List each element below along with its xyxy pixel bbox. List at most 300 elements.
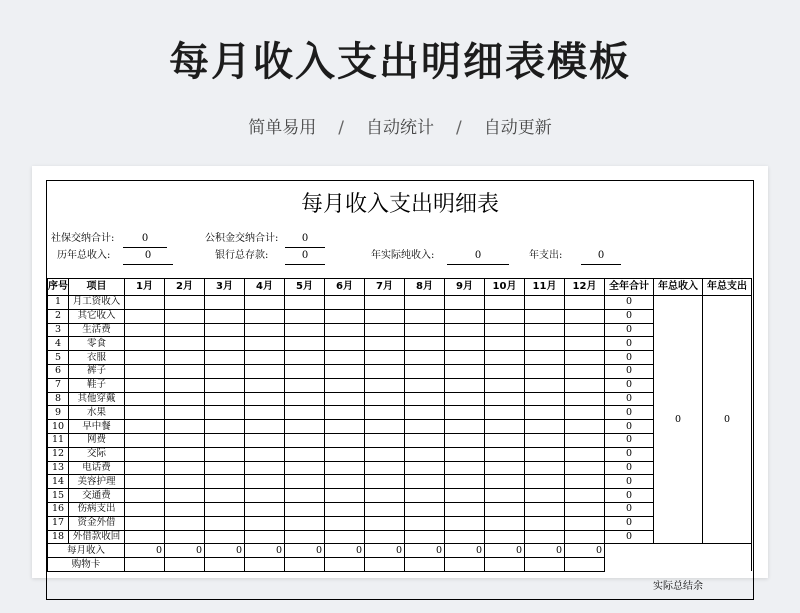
month-cell[interactable] xyxy=(525,309,565,323)
month-cell[interactable] xyxy=(445,337,485,351)
month-cell[interactable] xyxy=(445,502,485,516)
month-cell[interactable] xyxy=(125,364,165,378)
row-item: 其他穿戴 xyxy=(69,392,125,406)
month-cell[interactable] xyxy=(365,502,405,516)
month-cell[interactable] xyxy=(365,364,405,378)
row-annual-total: 0 xyxy=(605,406,654,420)
month-cell[interactable] xyxy=(525,406,565,420)
row-annual-total: 0 xyxy=(605,475,654,489)
month-cell[interactable] xyxy=(445,461,485,475)
month-cell[interactable] xyxy=(125,392,165,406)
month-cell[interactable] xyxy=(565,489,605,503)
row-annual-total: 0 xyxy=(605,296,654,310)
month-cell[interactable] xyxy=(205,323,245,337)
month-cell[interactable] xyxy=(525,378,565,392)
month-cell[interactable] xyxy=(445,351,485,365)
month-cell[interactable] xyxy=(485,351,525,365)
month-cell[interactable] xyxy=(525,447,565,461)
month-cell[interactable] xyxy=(405,323,445,337)
month-cell[interactable] xyxy=(445,420,485,434)
month-cell[interactable] xyxy=(365,392,405,406)
row-item: 伤病支出 xyxy=(69,502,125,516)
month-cell[interactable] xyxy=(405,406,445,420)
month-cell[interactable] xyxy=(245,364,285,378)
month-cell[interactable] xyxy=(125,433,165,447)
shopping-card-label: 购物卡 xyxy=(48,558,125,572)
month-cell[interactable] xyxy=(165,378,205,392)
month-cell[interactable] xyxy=(405,447,445,461)
row-item: 美容护理 xyxy=(69,475,125,489)
row-item: 鞋子 xyxy=(69,378,125,392)
table-row xyxy=(48,475,752,489)
month-cell[interactable] xyxy=(125,489,165,503)
month-cell[interactable] xyxy=(525,323,565,337)
month-cell[interactable] xyxy=(445,323,485,337)
month-cell[interactable] xyxy=(245,323,285,337)
month-cell[interactable] xyxy=(445,475,485,489)
month-cell[interactable] xyxy=(245,406,285,420)
field-label: 年支出: xyxy=(529,250,563,261)
month-cell[interactable] xyxy=(445,489,485,503)
month-cell[interactable] xyxy=(325,323,365,337)
month-cell[interactable] xyxy=(525,461,565,475)
shopping-card-cell[interactable] xyxy=(565,558,605,572)
month-cell[interactable] xyxy=(525,530,565,544)
row-number: 5 xyxy=(48,351,69,365)
row-annual-total: 0 xyxy=(605,502,654,516)
month-cell[interactable] xyxy=(285,489,325,503)
month-cell[interactable] xyxy=(165,502,205,516)
table-row xyxy=(48,420,752,434)
month-cell[interactable] xyxy=(445,309,485,323)
month-cell[interactable] xyxy=(165,296,205,310)
row-annual-total: 0 xyxy=(605,489,654,503)
month-cell[interactable] xyxy=(405,502,445,516)
month-cell[interactable] xyxy=(325,433,365,447)
month-cell[interactable] xyxy=(325,337,365,351)
field-value[interactable]: 0 xyxy=(123,249,173,265)
month-cell[interactable] xyxy=(365,489,405,503)
month-cell[interactable] xyxy=(565,337,605,351)
month-cell[interactable] xyxy=(365,406,405,420)
field-value[interactable]: 0 xyxy=(285,249,325,265)
month-cell[interactable] xyxy=(125,516,165,530)
month-cell[interactable] xyxy=(405,309,445,323)
month-cell[interactable] xyxy=(245,447,285,461)
shopping-card-cell[interactable] xyxy=(125,558,165,572)
month-cell[interactable] xyxy=(285,516,325,530)
table-row xyxy=(48,323,752,337)
month-cell[interactable] xyxy=(565,364,605,378)
month-cell[interactable] xyxy=(485,516,525,530)
month-cell[interactable] xyxy=(525,392,565,406)
month-cell[interactable] xyxy=(325,351,365,365)
month-cell[interactable] xyxy=(565,502,605,516)
month-cell[interactable] xyxy=(485,433,525,447)
month-cell[interactable] xyxy=(525,296,565,310)
month-cell[interactable] xyxy=(525,337,565,351)
month-cell[interactable] xyxy=(365,323,405,337)
monthly-income-value: 0 xyxy=(405,544,445,558)
month-cell[interactable] xyxy=(165,323,205,337)
month-cell[interactable] xyxy=(285,420,325,434)
month-cell[interactable] xyxy=(245,309,285,323)
row-number: 15 xyxy=(48,489,69,503)
month-cell[interactable] xyxy=(285,502,325,516)
month-cell[interactable] xyxy=(125,309,165,323)
month-cell[interactable] xyxy=(285,337,325,351)
month-cell[interactable] xyxy=(285,433,325,447)
month-cell[interactable] xyxy=(205,351,245,365)
month-cell[interactable] xyxy=(205,392,245,406)
month-cell[interactable] xyxy=(165,530,205,544)
month-cell[interactable] xyxy=(125,530,165,544)
month-cell[interactable] xyxy=(405,378,445,392)
month-cell[interactable] xyxy=(325,296,365,310)
month-cell[interactable] xyxy=(485,364,525,378)
month-cell[interactable] xyxy=(165,420,205,434)
month-cell[interactable] xyxy=(125,406,165,420)
month-cell[interactable] xyxy=(245,530,285,544)
month-cell[interactable] xyxy=(285,296,325,310)
month-cell[interactable] xyxy=(325,406,365,420)
column-header: 6月 xyxy=(325,279,365,296)
table-row xyxy=(48,378,752,392)
expense-table xyxy=(47,278,752,572)
month-cell[interactable] xyxy=(565,378,605,392)
month-cell[interactable] xyxy=(405,433,445,447)
month-cell[interactable] xyxy=(285,475,325,489)
monthly-income-label: 每月收入 xyxy=(48,544,125,558)
month-cell[interactable] xyxy=(325,489,365,503)
month-cell[interactable] xyxy=(565,406,605,420)
month-cell[interactable] xyxy=(125,378,165,392)
row-annual-total: 0 xyxy=(605,351,654,365)
month-cell[interactable] xyxy=(325,461,365,475)
month-cell[interactable] xyxy=(445,378,485,392)
month-cell[interactable] xyxy=(165,447,205,461)
field-value[interactable]: 0 xyxy=(447,249,509,265)
monthly-income-value: 0 xyxy=(325,544,365,558)
month-cell[interactable] xyxy=(245,516,285,530)
row-item: 交通费 xyxy=(69,489,125,503)
month-cell[interactable] xyxy=(485,406,525,420)
month-cell[interactable] xyxy=(245,461,285,475)
month-cell[interactable] xyxy=(205,489,245,503)
month-cell[interactable] xyxy=(205,364,245,378)
monthly-income-value: 0 xyxy=(365,544,405,558)
month-cell[interactable] xyxy=(565,447,605,461)
table-row xyxy=(48,502,752,516)
column-header: 5月 xyxy=(285,279,325,296)
month-cell[interactable] xyxy=(565,433,605,447)
month-cell[interactable] xyxy=(205,406,245,420)
table-row xyxy=(48,433,752,447)
month-cell[interactable] xyxy=(125,447,165,461)
month-cell[interactable] xyxy=(285,364,325,378)
field-value[interactable]: 0 xyxy=(123,232,167,248)
month-cell[interactable] xyxy=(485,489,525,503)
month-cell[interactable] xyxy=(285,461,325,475)
month-cell[interactable] xyxy=(165,309,205,323)
month-cell[interactable] xyxy=(245,296,285,310)
month-cell[interactable] xyxy=(165,337,205,351)
month-cell[interactable] xyxy=(485,392,525,406)
month-cell[interactable] xyxy=(405,489,445,503)
shopping-card-cell[interactable] xyxy=(285,558,325,572)
row-number: 18 xyxy=(48,530,69,544)
shopping-card-cell[interactable] xyxy=(365,558,405,572)
month-cell[interactable] xyxy=(245,489,285,503)
month-cell[interactable] xyxy=(365,530,405,544)
month-cell[interactable] xyxy=(325,530,365,544)
row-item: 生活费 xyxy=(69,323,125,337)
month-cell[interactable] xyxy=(525,516,565,530)
month-cell[interactable] xyxy=(125,337,165,351)
month-cell[interactable] xyxy=(285,406,325,420)
month-cell[interactable] xyxy=(325,516,365,530)
month-cell[interactable] xyxy=(525,502,565,516)
month-cell[interactable] xyxy=(205,296,245,310)
month-cell[interactable] xyxy=(285,378,325,392)
row-number: 3 xyxy=(48,323,69,337)
table-row xyxy=(48,351,752,365)
month-cell[interactable] xyxy=(125,475,165,489)
month-cell[interactable] xyxy=(365,351,405,365)
tag-easy: 简单易用 xyxy=(248,118,317,138)
month-cell[interactable] xyxy=(445,530,485,544)
month-cell[interactable] xyxy=(365,461,405,475)
month-cell[interactable] xyxy=(205,309,245,323)
month-cell[interactable] xyxy=(405,337,445,351)
shopping-card-cell[interactable] xyxy=(405,558,445,572)
field-annual-expense xyxy=(529,249,605,263)
month-cell[interactable] xyxy=(525,433,565,447)
month-cell[interactable] xyxy=(405,475,445,489)
row-item: 其它收入 xyxy=(69,309,125,323)
month-cell[interactable] xyxy=(445,296,485,310)
month-cell[interactable] xyxy=(205,433,245,447)
row-item: 交际 xyxy=(69,447,125,461)
monthly-income-value: 0 xyxy=(445,544,485,558)
month-cell[interactable] xyxy=(205,516,245,530)
month-cell[interactable] xyxy=(325,475,365,489)
month-cell[interactable] xyxy=(285,392,325,406)
month-cell[interactable] xyxy=(365,309,405,323)
month-cell[interactable] xyxy=(485,296,525,310)
shopping-card-cell[interactable] xyxy=(485,558,525,572)
month-cell[interactable] xyxy=(405,351,445,365)
month-cell[interactable] xyxy=(485,475,525,489)
month-cell[interactable] xyxy=(205,530,245,544)
month-cell[interactable] xyxy=(325,420,365,434)
month-cell[interactable] xyxy=(565,475,605,489)
month-cell[interactable] xyxy=(525,351,565,365)
month-cell[interactable] xyxy=(285,309,325,323)
month-cell[interactable] xyxy=(165,364,205,378)
month-cell[interactable] xyxy=(325,309,365,323)
month-cell[interactable] xyxy=(445,516,485,530)
month-cell[interactable] xyxy=(365,378,405,392)
month-cell[interactable] xyxy=(405,530,445,544)
month-cell[interactable] xyxy=(165,475,205,489)
month-cell[interactable] xyxy=(565,392,605,406)
shopping-card-cell[interactable] xyxy=(445,558,485,572)
shopping-card-cell[interactable] xyxy=(525,558,565,572)
month-cell[interactable] xyxy=(445,433,485,447)
month-cell[interactable] xyxy=(485,461,525,475)
month-cell[interactable] xyxy=(485,323,525,337)
shopping-card-cell[interactable] xyxy=(245,558,285,572)
month-cell[interactable] xyxy=(125,351,165,365)
row-number: 8 xyxy=(48,392,69,406)
month-cell[interactable] xyxy=(405,364,445,378)
month-cell[interactable] xyxy=(205,502,245,516)
month-cell[interactable] xyxy=(285,323,325,337)
month-cell[interactable] xyxy=(365,296,405,310)
month-cell[interactable] xyxy=(565,420,605,434)
month-cell[interactable] xyxy=(165,461,205,475)
month-cell[interactable] xyxy=(445,406,485,420)
month-cell[interactable] xyxy=(485,530,525,544)
month-cell[interactable] xyxy=(125,502,165,516)
month-cell[interactable] xyxy=(285,530,325,544)
monthly-income-value: 0 xyxy=(285,544,325,558)
monthly-income-value: 0 xyxy=(205,544,245,558)
monthly-income-value: 0 xyxy=(565,544,605,558)
month-cell[interactable] xyxy=(485,447,525,461)
month-cell[interactable] xyxy=(165,351,205,365)
row-number: 10 xyxy=(48,420,69,434)
month-cell[interactable] xyxy=(285,351,325,365)
month-cell[interactable] xyxy=(485,337,525,351)
row-item: 零食 xyxy=(69,337,125,351)
month-cell[interactable] xyxy=(245,420,285,434)
table-header-row xyxy=(48,279,752,296)
month-cell[interactable] xyxy=(485,502,525,516)
row-number: 14 xyxy=(48,475,69,489)
month-cell[interactable] xyxy=(165,406,205,420)
month-cell[interactable] xyxy=(245,475,285,489)
month-cell[interactable] xyxy=(165,516,205,530)
month-cell[interactable] xyxy=(205,447,245,461)
month-cell[interactable] xyxy=(485,309,525,323)
month-cell[interactable] xyxy=(325,378,365,392)
month-cell[interactable] xyxy=(485,378,525,392)
month-cell[interactable] xyxy=(405,296,445,310)
month-cell[interactable] xyxy=(565,516,605,530)
balance-area xyxy=(605,544,752,572)
month-cell[interactable] xyxy=(565,323,605,337)
month-cell[interactable] xyxy=(565,309,605,323)
month-cell[interactable] xyxy=(325,364,365,378)
column-header: 12月 xyxy=(565,279,605,296)
row-item: 电话费 xyxy=(69,461,125,475)
month-cell[interactable] xyxy=(245,378,285,392)
field-social-security xyxy=(51,232,149,246)
month-cell[interactable] xyxy=(325,447,365,461)
month-cell[interactable] xyxy=(365,420,405,434)
month-cell[interactable] xyxy=(205,461,245,475)
field-label: 社保交纳合计: xyxy=(51,233,115,244)
month-cell[interactable] xyxy=(365,516,405,530)
month-cell[interactable] xyxy=(165,433,205,447)
month-cell[interactable] xyxy=(205,337,245,351)
month-cell[interactable] xyxy=(525,475,565,489)
table-row xyxy=(48,489,752,503)
month-cell[interactable] xyxy=(525,489,565,503)
row-number: 12 xyxy=(48,447,69,461)
month-cell[interactable] xyxy=(405,516,445,530)
monthly-income-value: 0 xyxy=(165,544,205,558)
month-cell[interactable] xyxy=(325,502,365,516)
field-bank-deposit xyxy=(215,249,309,263)
month-cell[interactable] xyxy=(445,392,485,406)
month-cell[interactable] xyxy=(445,364,485,378)
row-number: 11 xyxy=(48,433,69,447)
field-value[interactable]: 0 xyxy=(285,232,325,248)
month-cell[interactable] xyxy=(565,351,605,365)
column-header: 8月 xyxy=(405,279,445,296)
month-cell[interactable] xyxy=(245,433,285,447)
shopping-card-cell[interactable] xyxy=(165,558,205,572)
month-cell[interactable] xyxy=(525,420,565,434)
month-cell[interactable] xyxy=(205,420,245,434)
month-cell[interactable] xyxy=(365,447,405,461)
month-cell[interactable] xyxy=(245,502,285,516)
month-cell[interactable] xyxy=(205,378,245,392)
month-cell[interactable] xyxy=(285,447,325,461)
month-cell[interactable] xyxy=(245,392,285,406)
column-header: 序号 xyxy=(48,279,69,296)
row-number: 6 xyxy=(48,364,69,378)
field-value[interactable]: 0 xyxy=(581,249,621,265)
table-row xyxy=(48,296,752,310)
month-cell[interactable] xyxy=(445,447,485,461)
month-cell[interactable] xyxy=(365,475,405,489)
shopping-card-cell[interactable] xyxy=(325,558,365,572)
month-cell[interactable] xyxy=(405,461,445,475)
month-cell[interactable] xyxy=(165,489,205,503)
tag-separator: / xyxy=(338,118,344,138)
month-cell[interactable] xyxy=(405,420,445,434)
month-cell[interactable] xyxy=(325,392,365,406)
table-row xyxy=(48,530,752,544)
month-cell[interactable] xyxy=(565,461,605,475)
shopping-card-cell[interactable] xyxy=(205,558,245,572)
month-cell[interactable] xyxy=(365,433,405,447)
month-cell[interactable] xyxy=(205,475,245,489)
row-annual-total: 0 xyxy=(605,420,654,434)
month-cell[interactable] xyxy=(405,392,445,406)
row-annual-total: 0 xyxy=(605,530,654,544)
month-cell[interactable] xyxy=(245,337,285,351)
month-cell[interactable] xyxy=(125,323,165,337)
month-cell[interactable] xyxy=(245,351,285,365)
month-cell[interactable] xyxy=(485,420,525,434)
column-header: 4月 xyxy=(245,279,285,296)
month-cell[interactable] xyxy=(565,530,605,544)
row-annual-total: 0 xyxy=(605,392,654,406)
row-annual-total: 0 xyxy=(605,516,654,530)
month-cell[interactable] xyxy=(125,461,165,475)
month-cell[interactable] xyxy=(125,420,165,434)
month-cell[interactable] xyxy=(525,364,565,378)
month-cell[interactable] xyxy=(165,392,205,406)
month-cell[interactable] xyxy=(365,337,405,351)
month-cell[interactable] xyxy=(125,296,165,310)
month-cell[interactable] xyxy=(565,296,605,310)
